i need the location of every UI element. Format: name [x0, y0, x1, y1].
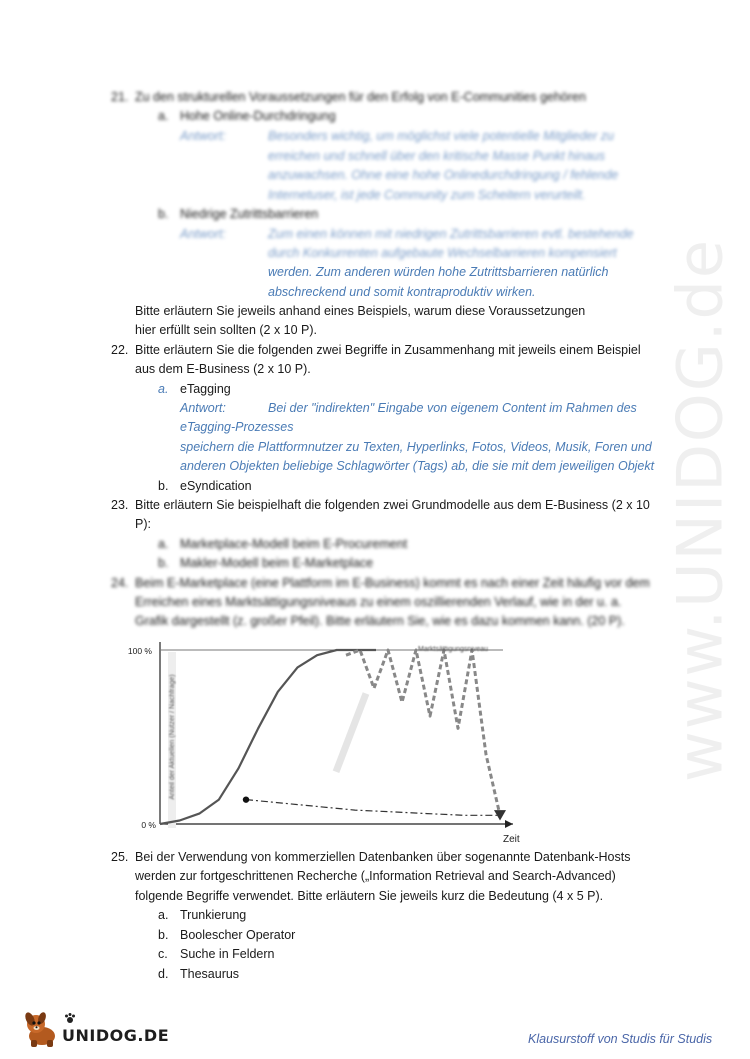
big-arrow [336, 694, 366, 772]
q21-a-answer-label: Antwort: [180, 129, 226, 143]
y-tick-0: 0 % [141, 820, 156, 830]
q23-a-marker: a. [158, 537, 169, 551]
q23-text-line: Bitte erläutern Sie beispielhaft die folgenden zwei Grundmodelle aus dem E-Business (2 x 10 [135, 498, 650, 512]
q21-a-label: Hohe Online-Durchdringung [180, 109, 336, 123]
q25-item-marker: a. [158, 908, 169, 922]
q25-item-marker: b. [158, 928, 169, 942]
dog-icon [22, 1010, 62, 1048]
q22-b-label: eSyndication [180, 479, 252, 493]
q21-a-answer-line: anzuwachsen. Ohne eine hohe Onlinedurchdringung / fehlende [268, 168, 619, 182]
q23-a-label: Marketplace-Modell beim E-Procurement [180, 537, 408, 551]
q21-a-answer-line: Internetuser, ist jede Community zum Scheitern verurteilt. [268, 188, 586, 202]
y-axis-label: Anteil der Aktuellen (Nutzer / Nachfrage) [169, 674, 176, 800]
q21-b-answer-line: abschreckend und somit kontraproduktiv wirken. [268, 285, 536, 299]
watermark: www.UNIDOG.de [663, 238, 737, 782]
q25-item-label: Suche in Feldern [180, 947, 275, 961]
q25-item-label: Boolescher Operator [180, 928, 296, 942]
inflection-point [243, 796, 249, 802]
y-tick-100: 100 % [128, 646, 152, 656]
q25-text-line: Bei der Verwendung von kommerziellen Datenbanken über sogenannte Datenbank-Hosts [135, 850, 631, 864]
chart-axes [160, 642, 513, 828]
q21-b-answer-label: Antwort: [180, 227, 226, 241]
q23-b-label: Makler-Modell beim E-Marketplace [180, 556, 374, 570]
q24-text-line: Beim E-Marketplace (eine Plattform im E-Business) kommt es nach einer Zeit häufig vor dem [135, 576, 650, 590]
q25-item-marker: c. [158, 947, 168, 961]
q21-instruction-line: Bitte erläutern Sie jeweils anhand eines Beispiels, warum diese Voraussetzungen [135, 304, 586, 318]
q22-answer-line: Bei der "indirekten" Eingabe von eigenem Content im Rahmen des [268, 401, 637, 415]
q24-number: 24. [111, 576, 129, 590]
q23-b-marker: b. [158, 556, 169, 570]
q22-answer-line: eTagging-Prozesses [180, 420, 294, 434]
q22-answer-label: Antwort: [180, 401, 226, 415]
chart-svg [128, 636, 528, 846]
q22-b-marker: b. [158, 479, 169, 493]
x-axis-arrow [505, 820, 513, 828]
q22-answer-line: anderen Objekten beliebige Schlagwörter (Tags) ab, die sie mit dem jeweiligen Objekt [180, 459, 655, 473]
q21-b-answer-line: durch Konkurrenten aufgebaute Wechselbarrieren kompensiert [268, 246, 617, 260]
q22-text-line: aus dem E-Business (2 x 10 P). [135, 362, 311, 376]
q23-text-line: P): [135, 517, 151, 531]
q23-number: 23. [111, 498, 129, 512]
market-saturation-chart [128, 636, 528, 846]
q21-b-answer-line: Zum einen können mit niedrigen Zutrittsbarrieren evtl. bestehende [268, 227, 634, 241]
q25-number: 25. [111, 850, 129, 864]
q25-item-label: Thesaurus [180, 967, 240, 981]
q24-text-line: Erreichen eines Marktsättigungsniveaus zu einem oszillierenden Verlauf, wie in der u. a. [135, 595, 622, 609]
q25-item-label: Trunkierung [180, 908, 247, 922]
saturation-annotation: Marktsättigungsniveau [418, 646, 489, 653]
q22-answer-line: speichern die Plattformnutzer zu Texten, Hyperlinks, Fotos, Videos, Musik, Foren und [180, 440, 652, 454]
q25-text-line: werden zur fortgeschrittenen Recherche („Information Retrieval and Search-Advanced) [135, 869, 616, 883]
q25-text-line: folgende Begriffe verwendet. Bitte erläutern Sie jeweils kurz die Bedeutung (4 x 5 P). [135, 889, 604, 903]
q21-b-marker: b. [158, 207, 169, 221]
oscillating-curve [346, 650, 500, 815]
q21-b-answer-line: werden. Zum anderen würden hohe Zutrittsbarrieren natürlich [268, 265, 609, 279]
q25-item-marker: d. [158, 967, 169, 981]
q21-number: 21. [111, 90, 129, 104]
footer-tagline: Klausurstoff von Studis für Studis [528, 1032, 713, 1046]
q21-text: Zu den strukturellen Voraussetzungen für den Erfolg von E-Communities gehören [135, 90, 586, 104]
chart-lines [160, 650, 506, 824]
q22-text-line: Bitte erläutern Sie die folgenden zwei Begriffe in Zusammenhang mit jeweils einem Beispiel [135, 343, 641, 357]
growth-curve [160, 650, 376, 824]
unidog-logo[interactable] [22, 1010, 170, 1050]
paw-icon [64, 1012, 76, 1024]
logo-text: UNIDOG.DE [62, 1026, 170, 1045]
q24-text-line: Grafik dargestellt (z. großer Pfeil). Bitte erläutern Sie, wie es dazu kommen kann. (20 P). [135, 614, 625, 628]
x-axis-label: Zeit [503, 834, 520, 845]
q21-a-marker: a. [158, 109, 169, 123]
q22-a-label: eTagging [180, 382, 231, 396]
q21-a-answer-line: Besonders wichtig, um möglichst viele potentielle Mitglieder zu [268, 129, 614, 143]
q22-a-marker: a. [158, 382, 169, 396]
q22-number: 22. [111, 343, 129, 357]
q21-instruction-line: hier erfüllt sein sollten (2 x 10 P). [135, 323, 318, 337]
dash-dot-curve [246, 800, 500, 816]
q21-b-label: Niedrige Zutrittsbarrieren [180, 207, 319, 221]
q21-a-answer-line: erreichen und schnell über den kritische Masse Punkt hinaus [268, 149, 605, 163]
